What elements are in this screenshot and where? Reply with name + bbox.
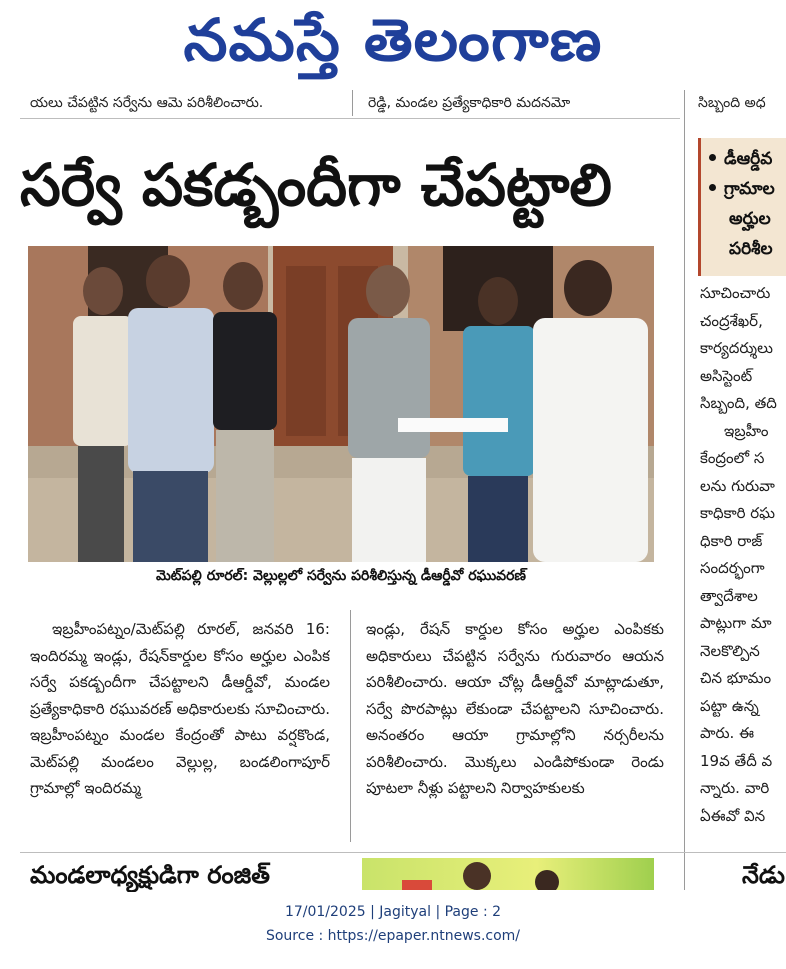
highlights-box: [698, 138, 786, 276]
newspaper-logo: నమస్తే తెలంగాణ: [183, 6, 603, 74]
article-photo: [28, 246, 654, 562]
article-headline: సర్వే పకడ్బందీగా చేపట్టాలి: [20, 151, 612, 219]
footer-date-page: 17/01/2025 | Jagityal | Page : 2: [284, 904, 502, 920]
right-column-text: సూచించారు చంద్రశేఖర్, కార్యదర్శులు అసిస్టెంట్ సిబ్బంది, తది ఇబ్రహీం కేంద్రంలో స లను గురువా కాధికారి రఘ ధికారి రాజ్ సందర్భంగా త్వాదేశాల పాట్లుగా మా నెలకొల్పిన చిన భూమం పట్టా ఉన్న పారు. ఈ 19వ తేదీ వ న్నారు. వారి ఏఈవో విన: [700, 284, 777, 825]
next-story-headline: మండలాధ్యక్షుడిగా రంజిత్: [30, 861, 270, 889]
column-divider: [684, 90, 685, 890]
footer-source: Source : https://epaper.ntnews.com/: [265, 928, 521, 944]
highlight-item-cont: పరిశీల: [729, 239, 773, 259]
column-divider: [352, 90, 353, 116]
masthead: [0, 0, 786, 88]
article-body-col2: ఇండ్లు, రేషన్ కార్డుల కోసం అర్హుల ఎంపికకు అధికారులు చేపట్టిన సర్వేను గురువారం ఆయన పరిశీలించారు. ఆయా చోట్ల డీఆర్డీవో మాట్లాడుతూ, సర్వే పొరపాట్లు లేకుండా చేపట్టాలని సూచించారు. అనంతరం ఆయా గ్రామాల్లోని నర్సరీలను పరిశీలించారు. మొక్కలు ఎండిపోకుండా రెండు పూటలా నీళ్లు పట్టాలని నిర్వాహకులకు: [366, 620, 664, 797]
article-body-col1: ఇబ్రహీంపట్నం/మెట్‌పల్లి రూరల్, జనవరి 16: ఇందిరమ్మ ఇండ్లు, రేషన్‌కార్డుల కోసం అర్హుల ఎంపిక సర్వే పకడ్బందీగా చేపట్టాలని డీఆర్డీవో, మండల ప్రత్యేకాధికారి రఘువరణ్ అధికారులకు సూచించారు. ఇబ్రహీంపట్నం మండల కేంద్రంతో పాటు వర్షకొండ, మెట్‌పల్లి మండలం వెల్లుల్ల, బండలింగాపూర్ గ్రామాల్లో ఇందిరమ్మ: [30, 620, 330, 797]
continued-text-col1: యలు చేపట్టిన సర్వేను ఆమె పరిశీలించారు.: [30, 95, 264, 111]
next-story-photo: [362, 858, 654, 890]
continued-text-col3: సిబ్బంది అధ: [698, 95, 766, 111]
page-footer: [0, 900, 786, 948]
section-rule: [20, 852, 786, 853]
highlight-item-cont: అర్హుల: [729, 209, 771, 229]
highlight-item: డీఆర్డీవ: [705, 144, 786, 174]
next-story-headline-right: నేడు: [742, 861, 785, 889]
highlight-item: గ్రామాల: [705, 174, 786, 204]
section-rule: [20, 118, 680, 119]
photo-caption: మెట్‌పల్లి రూరల్: వెల్లుల్లలో సర్వేను పరిశీలిస్తున్న డీఆర్డీవో రఘువరణ్: [155, 568, 526, 584]
continued-text-col2: రెడ్డి, మండల ప్రత్యేకాధికారి మదనమో: [368, 95, 571, 111]
column-divider: [350, 610, 351, 842]
